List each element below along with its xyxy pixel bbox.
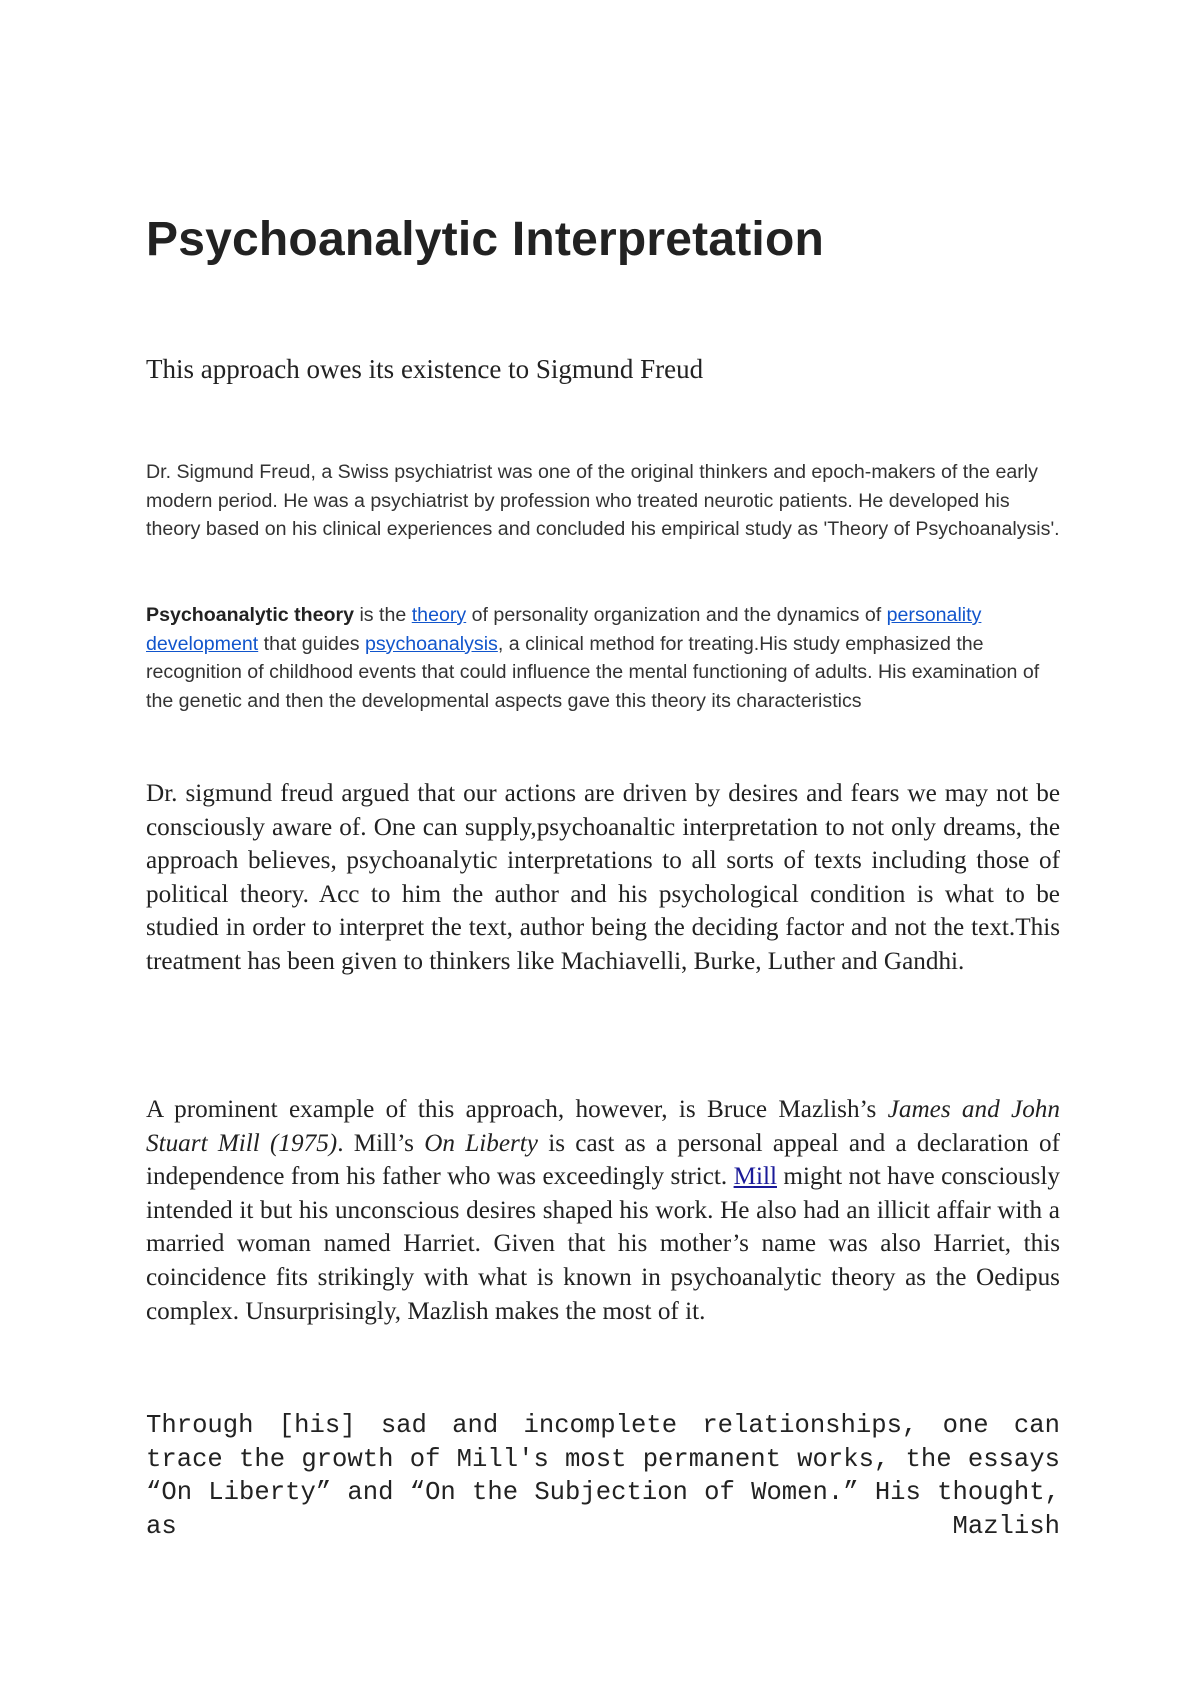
paragraph-freud-intro: Dr. Sigmund Freud, a Swiss psychiatrist was one of the original thinkers and epoch-makers of the early modern period. He was a psychiatrist by profession who treated neurotic patients. He developed his theory based on his clinical experiences and concluded his empirical study as 'Theory of Psychoanalysis'. bbox=[146, 461, 1060, 541]
text-segment: A prominent example of this approach, however, is Bruce Mazlish’s bbox=[146, 1096, 888, 1123]
page-title: Psychoanalytic Interpretation bbox=[146, 213, 824, 266]
text-segment: is the bbox=[354, 604, 412, 626]
bold-term-psychoanalytic-theory: Psychoanalytic theory bbox=[146, 604, 354, 626]
paragraph-psychoanalytic-theory bbox=[146, 601, 1060, 716]
link-psychoanalysis[interactable]: psychoanalysis bbox=[364, 632, 498, 655]
link-mill[interactable]: Mill bbox=[733, 1163, 777, 1191]
text-segment: that guides bbox=[258, 632, 365, 655]
italic-on-liberty: On Liberty bbox=[424, 1129, 538, 1157]
block-quote: Through [his] sad and incomplete relationships, one can trace the growth of Mill's most permanent works, the essays “On Liberty” and “On the Subjection of Women.” His thought, as Mazlish bbox=[146, 1411, 1060, 1541]
text-segment: is cast as a personal appeal and a declaration of independence from his father who was exceedingly strict. bbox=[146, 1129, 1060, 1191]
text-segment: of personality organization and the dynamics of bbox=[466, 604, 887, 626]
italic-book-title: James and John Stuart Mill (1975) bbox=[146, 1096, 1060, 1157]
text-segment: , a clinical method for treating.His study emphasized the recognition of childhood events that could influence the mental functioning of adults. His examination of the genetic and then the developmental aspects gave this theory its characteristics bbox=[146, 632, 1040, 713]
paragraph-mazlish-example bbox=[146, 1093, 1060, 1328]
link-theory[interactable]: theory bbox=[411, 604, 467, 626]
link-personality-development[interactable]: personality development bbox=[146, 604, 982, 655]
text-segment: . Mill’s bbox=[337, 1129, 425, 1157]
subtitle: This approach owes its existence to Sigmund Freud bbox=[146, 354, 704, 384]
text-segment: might not have consciously intended it but his unconscious desires shaped his work. He also had an illicit affair with a married woman named Harriet. Given that his mother’s name was also Harriet, this coincidence fits strikingly with what is known in psychoanalytic theory as the Oedipus complex. Unsurprisingly, Mazlish makes the most of it. bbox=[146, 1163, 1060, 1325]
paragraph-freud-argument: Dr. sigmund freud argued that our actions are driven by desires and fears we may not be consciously aware of. One can supply,psychoanaltic interpretation to not only dreams, the approach believes, psychoanalytic interpretations to all sorts of texts including those of political theory. Acc to him the author and his psychological condition is what to be studied in order to interpret the text, author being the deciding factor and not the text.This treatment has been given to thinkers like Machiavelli, Burke, Luther and Gandhi. bbox=[146, 780, 1060, 975]
